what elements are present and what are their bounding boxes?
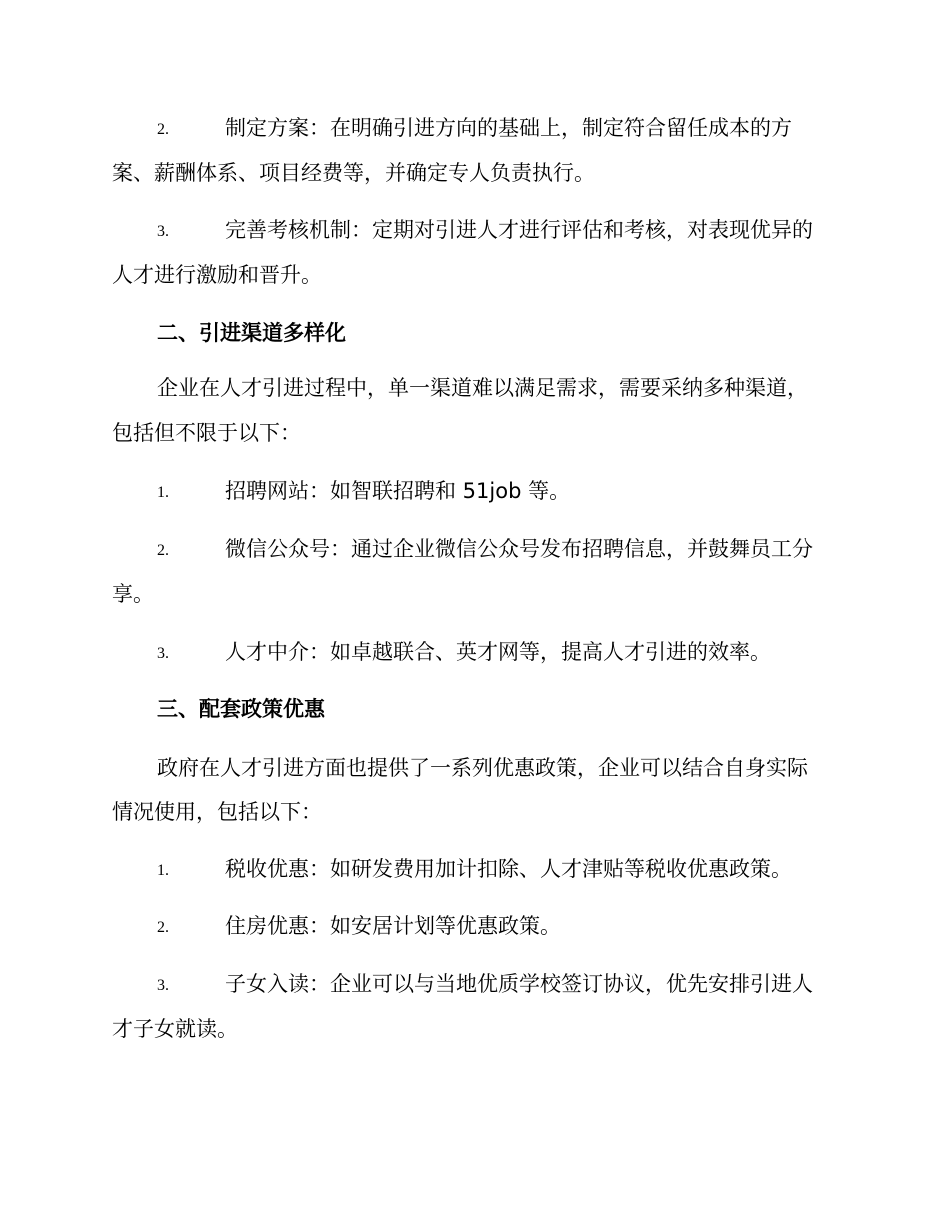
list-item-text: 制定方案：在明确引进方向的基础上，制定符合留任成本的方 [225,116,792,140]
list-number: 3. [157,223,169,240]
list-number: 2. [157,919,169,936]
list-item-text-continued: 人才进行激励和晋升。 [112,263,322,287]
paragraph-text: 企业在人才引进过程中，单一渠道难以满足需求，需要采纳多种渠道， [157,376,808,400]
list-number: 2. [157,542,169,559]
list-number: 1. [157,862,169,879]
list-item-text-continued: 案、薪酬体系、项目经费等，并确定专人负责执行。 [112,161,595,185]
paragraph-text-continued: 情况使用，包括以下： [112,800,322,824]
list-number: 1. [157,484,169,501]
list-item-text: 税收优惠：如研发费用加计扣除、人才津贴等税收优惠政策。 [225,857,792,881]
list-number: 3. [157,645,169,662]
list-item-text-continued: 享。 [112,582,154,606]
list-item-text-continued: 才子女就读。 [112,1017,238,1041]
section-heading: 二、引进渠道多样化 [157,321,346,345]
list-item-text: 完善考核机制：定期对引进人才进行评估和考核，对表现优异的 [225,218,813,242]
section-heading: 三、配套政策优惠 [157,697,325,721]
list-item-text: 住房优惠：如安居计划等优惠政策。 [225,914,561,938]
list-number: 2. [157,121,169,138]
list-item-text: 子女入读：企业可以与当地优质学校签订协议，优先安排引进人 [225,972,813,996]
list-item-text: 微信公众号：通过企业微信公众号发布招聘信息，并鼓舞员工分 [225,537,813,561]
list-item-text: 招聘网站：如智联招聘和 51job 等。 [225,479,571,503]
paragraph-text-continued: 包括但不限于以下： [112,421,301,445]
paragraph-text: 政府在人才引进方面也提供了一系列优惠政策，企业可以结合自身实际 [157,756,808,780]
list-number: 3. [157,977,169,994]
list-item-text: 人才中介：如卓越联合、英才网等，提高人才引进的效率。 [225,640,771,664]
